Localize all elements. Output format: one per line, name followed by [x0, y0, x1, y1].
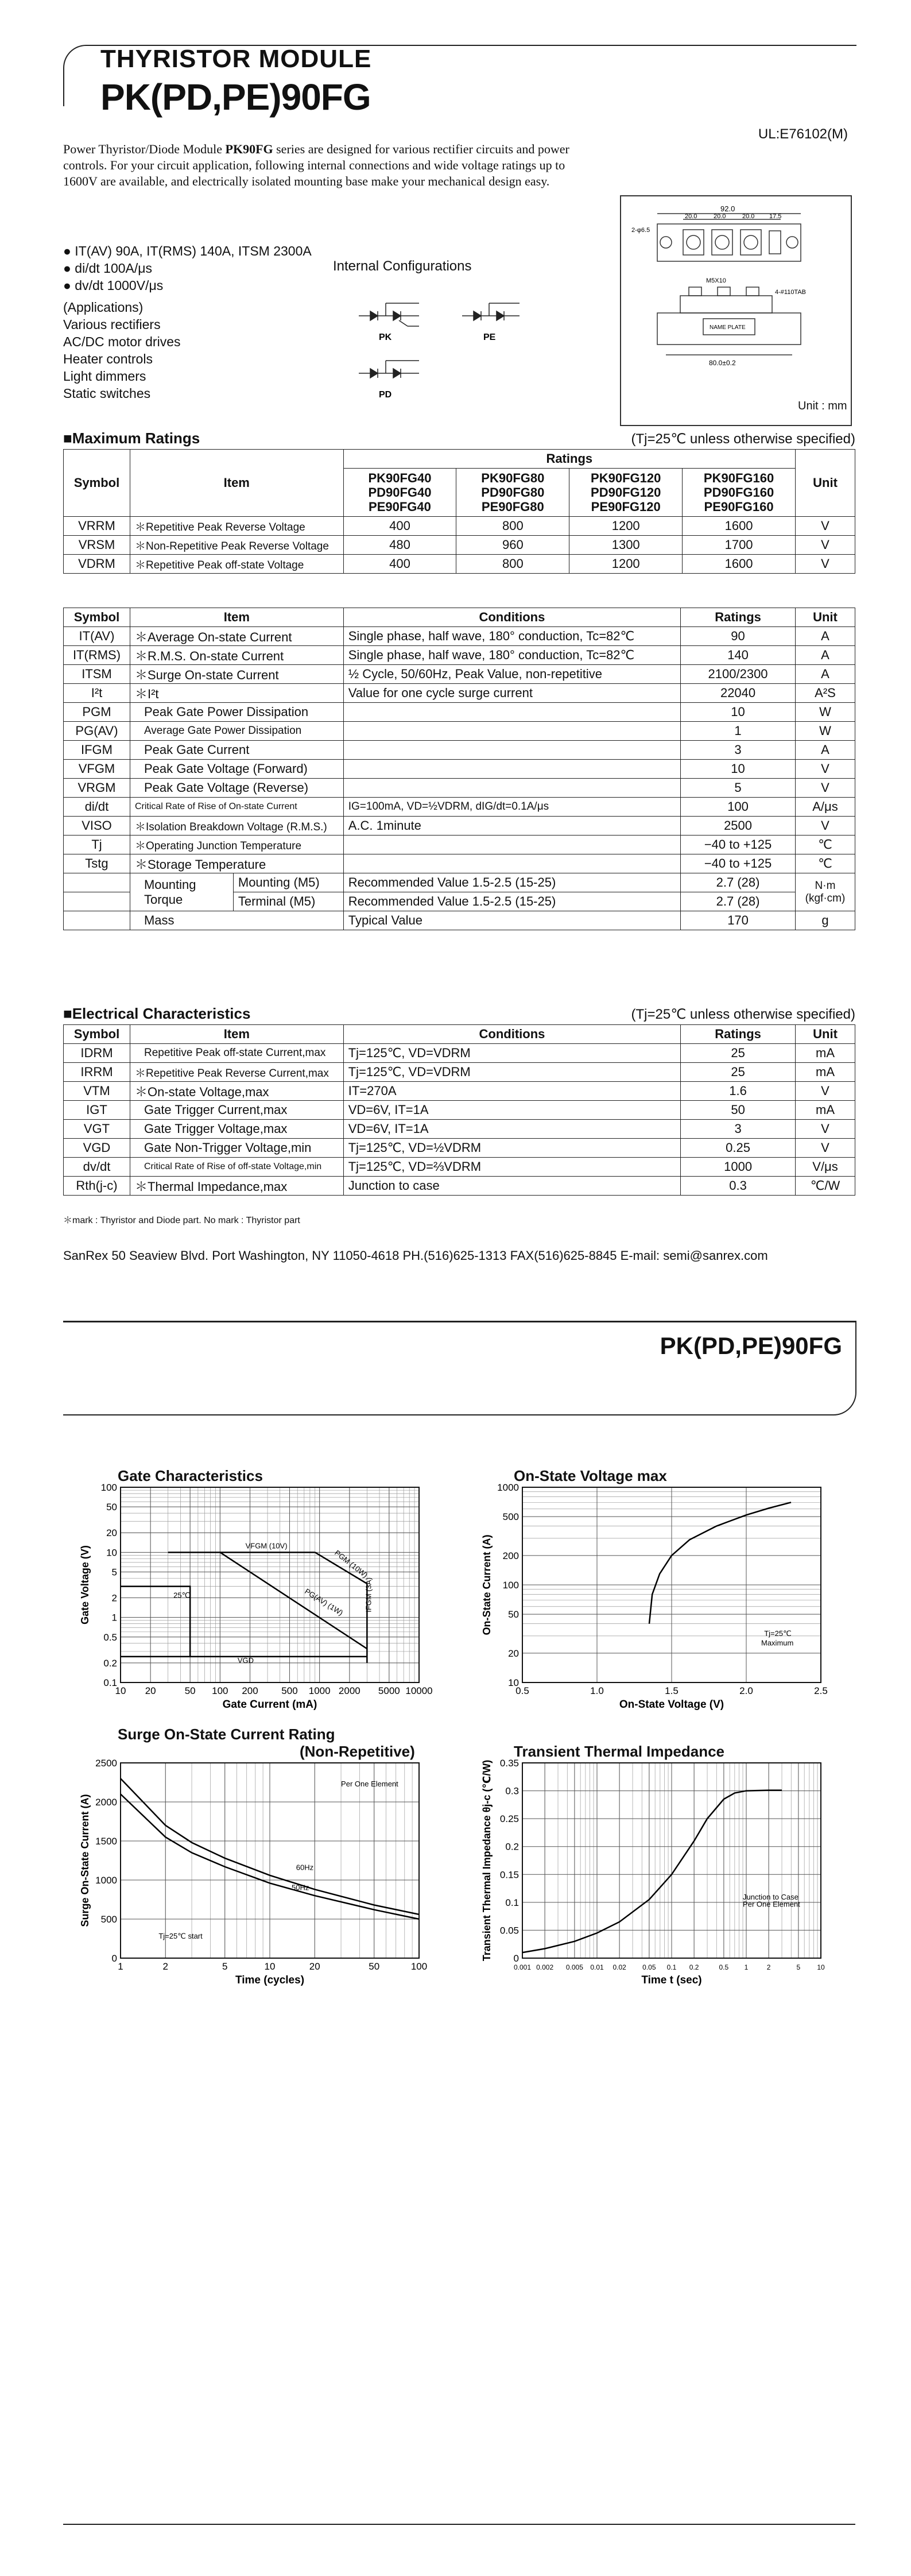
- y-tick-label: 0.3: [505, 1785, 519, 1797]
- col-ratings: Ratings: [681, 1025, 796, 1044]
- annotation: Per One Element: [341, 1779, 398, 1788]
- dim-width: 92.0: [720, 204, 735, 213]
- col-symbol: Symbol: [64, 1025, 130, 1044]
- feature-item: ● di/dt 100A/μs: [63, 261, 153, 276]
- col-item: Item: [130, 1025, 343, 1044]
- application-item: Heater controls: [63, 351, 153, 366]
- y-tick-label: 100: [100, 1482, 117, 1493]
- x-tick-label: 1.0: [590, 1685, 604, 1696]
- annotation: VGD: [237, 1656, 254, 1665]
- table-row: di/dt Critical Rate of Rise of On-state Current IG=100mA, VD=½VDRM, dIG/dt=0.1A/μs 100 A/μs: [64, 798, 855, 817]
- x-tick-label: 1: [118, 1961, 123, 1972]
- table-row: VRGM Peak Gate Voltage (Reverse) 5 V: [64, 779, 855, 798]
- y-tick-label: 2: [111, 1592, 117, 1604]
- dim-pitch-1: 20.0: [685, 213, 697, 220]
- feature-list: [63, 242, 312, 294]
- y-tick-label: 0.35: [499, 1758, 519, 1769]
- y-axis-label: On-State Current (A): [481, 1534, 493, 1635]
- table-row: PG(AV) Average Gate Power Dissipation 1 W: [64, 722, 855, 741]
- page2-title: PK(PD,PE)90FG: [660, 1332, 842, 1359]
- table-row: IGT Gate Trigger Current,max VD=6V, IT=1A 50 mA: [64, 1101, 855, 1120]
- pd-label: PD: [379, 390, 392, 400]
- table-row: VGD Gate Non-Trigger Voltage,min Tj=125℃, VD=½VDRM 0.25 V: [64, 1139, 855, 1158]
- torque-row: Mounting Torque Mounting (M5) Recommended Value 1.5-2.5 (15-25) 2.7 (28) N·m (kgf·cm): [64, 873, 855, 892]
- application-item: Light dimmers: [63, 369, 146, 384]
- y-tick-label: 0.15: [499, 1869, 519, 1881]
- table-row: VISO ＊Isolation Breakdown Voltage (R.M.S.) A.C. 1minute 2500 V: [64, 817, 855, 836]
- company-address: SanRex 50 Seaview Blvd. Port Washington, NY 11050-4618 PH.(516)625-1313 FAX(516)625-8845 E-mail: semi@sanrex.com: [63, 1248, 768, 1263]
- surge-current-chart: [63, 1757, 436, 2010]
- gate-characteristics-chart: [63, 1482, 436, 1728]
- max-ratings-heading: ■Maximum Ratings: [63, 430, 200, 447]
- y-tick-label: 1000: [497, 1482, 519, 1493]
- table-row: Tj ＊Operating Junction Temperature −40 to +125 ℃: [64, 836, 855, 854]
- table-row: VDRM ＊Repetitive Peak off-state Voltage 400 800 1200 1600 V: [64, 555, 855, 574]
- col-ratings: Ratings: [681, 608, 796, 627]
- feature-item: ● IT(AV) 90A, IT(RMS) 140A, ITSM 2300A: [63, 243, 312, 258]
- x-tick-label: 50: [369, 1961, 380, 1972]
- grade-col: PK90FG120 PD90FG120 PE90FG120: [569, 469, 683, 517]
- grade-col: PK90FG80 PD90FG80 PE90FG80: [456, 469, 569, 517]
- x-tick-label: 2000: [338, 1685, 360, 1696]
- footer-rule: [63, 2524, 855, 2525]
- x-tick-label: 200: [242, 1685, 258, 1696]
- y-tick-label: 2500: [95, 1758, 117, 1769]
- x-tick-label: 5000: [378, 1685, 400, 1696]
- table-row: I²t ＊I²t Value for one cycle surge current 22040 A²S: [64, 684, 855, 703]
- table-row: Tstg ＊Storage Temperature −40 to +125 ℃: [64, 854, 855, 873]
- x-tick-label: 0.02: [612, 1963, 626, 1971]
- pe-label: PE: [483, 332, 496, 342]
- applications-heading: (Applications): [63, 300, 144, 315]
- x-tick-label: 50: [184, 1685, 196, 1696]
- y-tick-label: 0.1: [103, 1677, 117, 1688]
- max-ratings-table: [63, 449, 855, 574]
- y-tick-label: 0.1: [505, 1897, 519, 1908]
- max-ratings-note: (Tj=25℃ unless otherwise specified): [631, 431, 855, 447]
- x-tick-label: 20: [145, 1685, 156, 1696]
- x-tick-label: 2.0: [739, 1685, 753, 1696]
- dim-pitch-4: 17.5: [769, 213, 782, 220]
- y-tick-label: 200: [502, 1550, 519, 1561]
- table-row: Mass Typical Value 170 g: [64, 911, 855, 930]
- chart-title: On-State Voltage max: [514, 1467, 667, 1484]
- y-tick-label: 1000: [95, 1875, 117, 1886]
- x-tick-label: 500: [281, 1685, 298, 1696]
- chart-title: Transient Thermal Impedance: [514, 1743, 725, 1760]
- x-tick-label: 2: [766, 1963, 771, 1971]
- x-tick-label: 10: [817, 1963, 825, 1971]
- table-row: VFGM Peak Gate Voltage (Forward) 10 V: [64, 760, 855, 779]
- x-tick-label: 10: [264, 1961, 276, 1972]
- col-unit: Unit: [796, 1025, 855, 1044]
- x-tick-label: 1.5: [665, 1685, 679, 1696]
- applications: [63, 299, 180, 402]
- table-row: dv/dt Critical Rate of Rise of off-state Voltage,min Tj=125℃, VD=⅔VDRM 1000 V/μs: [64, 1158, 855, 1177]
- annotation: Tj=25℃ start: [158, 1932, 203, 1940]
- col-symbol: Symbol: [64, 450, 130, 517]
- y-tick-label: 0.2: [505, 1841, 519, 1852]
- outline-drawing: [626, 201, 844, 396]
- x-tick-label: 10000: [405, 1685, 433, 1696]
- x-tick-label: 2.5: [814, 1685, 828, 1696]
- annotation: Per One Element: [743, 1900, 800, 1909]
- x-tick-label: 5: [796, 1963, 801, 1971]
- x-tick-label: 0.5: [515, 1685, 529, 1696]
- x-tick-label: 100: [410, 1961, 428, 1972]
- y-tick-label: 50: [106, 1502, 117, 1513]
- internal-config-title: Internal Configurations: [333, 258, 472, 274]
- col-conditions: Conditions: [343, 1025, 680, 1044]
- name-plate-label: NAME PLATE: [710, 324, 746, 331]
- table-row: ITSM ＊Surge On-state Current ½ Cycle, 50/60Hz, Peak Value, non-repetitive 2100/2300 A: [64, 665, 855, 684]
- col-unit: Unit: [796, 450, 855, 517]
- x-tick-label: 0.1: [666, 1963, 677, 1971]
- x-tick-label: 5: [222, 1961, 228, 1972]
- y-tick-label: 0.2: [103, 1657, 117, 1669]
- x-axis-label: Time t (sec): [641, 1974, 702, 1986]
- annotation: PGM (10W): [333, 1548, 370, 1580]
- x-tick-label: 0.01: [590, 1963, 604, 1971]
- y-axis-label: Gate Voltage (V): [79, 1545, 91, 1624]
- dim-hole: 2-φ6.5: [631, 227, 650, 234]
- x-axis-label: Time (cycles): [235, 1974, 305, 1986]
- y-tick-label: 1500: [95, 1836, 117, 1847]
- y-tick-label: 500: [502, 1511, 519, 1523]
- col-item: Item: [130, 450, 343, 517]
- col-conditions: Conditions: [343, 608, 680, 627]
- footnote: ＊mark : Thyristor and Diode part. No mark : Thyristor part: [63, 1216, 300, 1225]
- y-tick-label: 0.05: [499, 1925, 519, 1936]
- ul-number: UL:E76102(M): [758, 126, 848, 142]
- dim-screw: M5X10: [706, 277, 726, 284]
- col-item: Item: [130, 608, 343, 627]
- x-tick-label: 1: [744, 1963, 749, 1971]
- chart-title: Surge On-State Current Rating: [118, 1726, 335, 1743]
- table-row: VGT Gate Trigger Voltage,max VD=6V, IT=1A 3 V: [64, 1120, 855, 1139]
- table-row: IRRM ＊Repetitive Peak Reverse Current,max Tj=125℃, VD=VDRM 25 mA: [64, 1063, 855, 1082]
- annotation: IFGM (3A): [364, 1577, 373, 1612]
- pe-schematic: [462, 303, 520, 320]
- col-symbol: Symbol: [64, 608, 130, 627]
- annotation: Junction to Case: [743, 1893, 798, 1901]
- electrical-table: [63, 1024, 855, 1196]
- pk-schematic: [359, 303, 419, 326]
- y-tick-label: 1: [111, 1612, 117, 1623]
- x-axis-label: On-State Voltage (V): [619, 1699, 724, 1711]
- table-row: VTM ＊On-state Voltage,max IT=270A 1.6 V: [64, 1082, 855, 1101]
- x-tick-label: 0.005: [565, 1963, 583, 1971]
- outline-unit: Unit : mm: [798, 400, 847, 412]
- chart-subtitle: (Non-Repetitive): [300, 1743, 415, 1760]
- y-tick-label: 50: [508, 1609, 519, 1620]
- feature-item: ● dv/dt 1000V/μs: [63, 278, 164, 293]
- table-row: IFGM Peak Gate Current 3 A: [64, 741, 855, 760]
- y-tick-label: 0.5: [103, 1631, 117, 1643]
- x-axis-label: Gate Current (mA): [222, 1699, 317, 1711]
- application-item: Static switches: [63, 386, 151, 401]
- annotation: Tj=25℃: [764, 1629, 792, 1638]
- x-tick-label: 100: [212, 1685, 228, 1696]
- y-tick-label: 0: [111, 1953, 117, 1964]
- thermal-impedance-chart: [465, 1757, 838, 2010]
- pd-schematic: [359, 361, 419, 378]
- y-tick-label: 20: [508, 1647, 519, 1659]
- annotation: 25℃: [173, 1591, 191, 1600]
- chart-title: Gate Characteristics: [118, 1467, 263, 1484]
- table-row: IDRM Repetitive Peak off-state Current,max Tj=125℃, VD=VDRM 25 mA: [64, 1044, 855, 1063]
- dim-tab: 4-#110TAB: [775, 289, 807, 296]
- table-row: IT(RMS) ＊R.M.S. On-state Current Single phase, half wave, 180° conduction, Tc=82℃ 140 A: [64, 646, 855, 665]
- x-tick-label: 0.5: [719, 1963, 729, 1971]
- x-tick-label: 20: [309, 1961, 320, 1972]
- series-line: [649, 1502, 791, 1623]
- y-tick-label: 0.25: [499, 1813, 519, 1825]
- intro-model: PK90FG: [225, 142, 273, 156]
- torque-row: Terminal (M5) Recommended Value 1.5-2.5 (15-25) 2.7 (28): [64, 892, 855, 911]
- y-tick-label: 100: [502, 1580, 519, 1591]
- application-item: Various rectifiers: [63, 317, 161, 332]
- y-tick-label: 10: [508, 1677, 519, 1688]
- col-unit: Unit: [795, 608, 855, 627]
- part-number: PK(PD,PE)90FG: [100, 76, 371, 118]
- table-row: PGM Peak Gate Power Dissipation 10 W: [64, 703, 855, 722]
- grade-col: PK90FG40 PD90FG40 PE90FG40: [343, 469, 456, 517]
- y-tick-label: 5: [111, 1567, 117, 1578]
- table-row: Rth(j-c) ＊Thermal Impedance,max Junction to case 0.3 ℃/W: [64, 1177, 855, 1196]
- x-tick-label: 0.002: [536, 1963, 554, 1971]
- electrical-note: (Tj=25℃ unless otherwise specified): [631, 1007, 855, 1022]
- annotation: PG(AV) (1W): [303, 1587, 345, 1618]
- x-tick-label: 1000: [308, 1685, 331, 1696]
- annotation: 50Hz: [291, 1883, 309, 1892]
- annotation: 60Hz: [296, 1863, 314, 1872]
- ratings-table: [63, 608, 855, 930]
- y-tick-label: 2000: [95, 1797, 117, 1808]
- dim-pitch-3: 20.0: [742, 213, 755, 220]
- x-tick-label: 10: [115, 1685, 126, 1696]
- electrical-heading: ■Electrical Characteristics: [63, 1005, 251, 1022]
- y-tick-label: 10: [106, 1547, 117, 1558]
- annotation: VFGM (10V): [245, 1541, 288, 1550]
- x-tick-label: 0.2: [689, 1963, 699, 1971]
- table-row: VRRM ＊Repetitive Peak Reverse Voltage 400 800 1200 1600 V: [64, 517, 855, 536]
- table-row: VRSM ＊Non-Repetitive Peak Reverse Voltage 480 960 1300 1700 V: [64, 536, 855, 555]
- table-row: IT(AV) ＊Average On-state Current Single phase, half wave, 180° conduction, Tc=82℃ 90 A: [64, 627, 855, 646]
- doc-title: THYRISTOR MODULE: [100, 45, 372, 73]
- x-tick-label: 0.05: [642, 1963, 656, 1971]
- application-item: AC/DC motor drives: [63, 334, 181, 349]
- y-axis-label: Surge On-State Current (A): [79, 1794, 91, 1927]
- x-tick-label: 2: [162, 1961, 169, 1972]
- dim-pitch-2: 20.0: [714, 213, 726, 220]
- pk-label: PK: [379, 332, 392, 342]
- col-ratings: Ratings: [343, 450, 795, 469]
- y-tick-label: 500: [100, 1914, 117, 1925]
- intro-paragraph: Power Thyristor/Diode Module PK90FG series are designed for various rectifier circuits and power controls. For your circuit application, following internal connections and wide voltage ratings up to 1600V are available, and electrically isolated mounting base make your mechanical design easy.: [63, 142, 569, 188]
- annotation: Maximum: [761, 1638, 794, 1647]
- y-tick-label: 20: [106, 1527, 117, 1539]
- grade-col: PK90FG160 PD90FG160 PE90FG160: [683, 469, 796, 517]
- y-tick-label: 0: [513, 1953, 519, 1964]
- dim-mount-pitch: 80.0±0.2: [709, 359, 736, 367]
- y-axis-label: Transient Thermal Impedance θj-c (℃/W): [481, 1759, 493, 1962]
- x-tick-label: 0.001: [513, 1963, 532, 1971]
- internal-config-diagrams: [356, 299, 528, 413]
- on-state-voltage-chart: [465, 1482, 838, 1728]
